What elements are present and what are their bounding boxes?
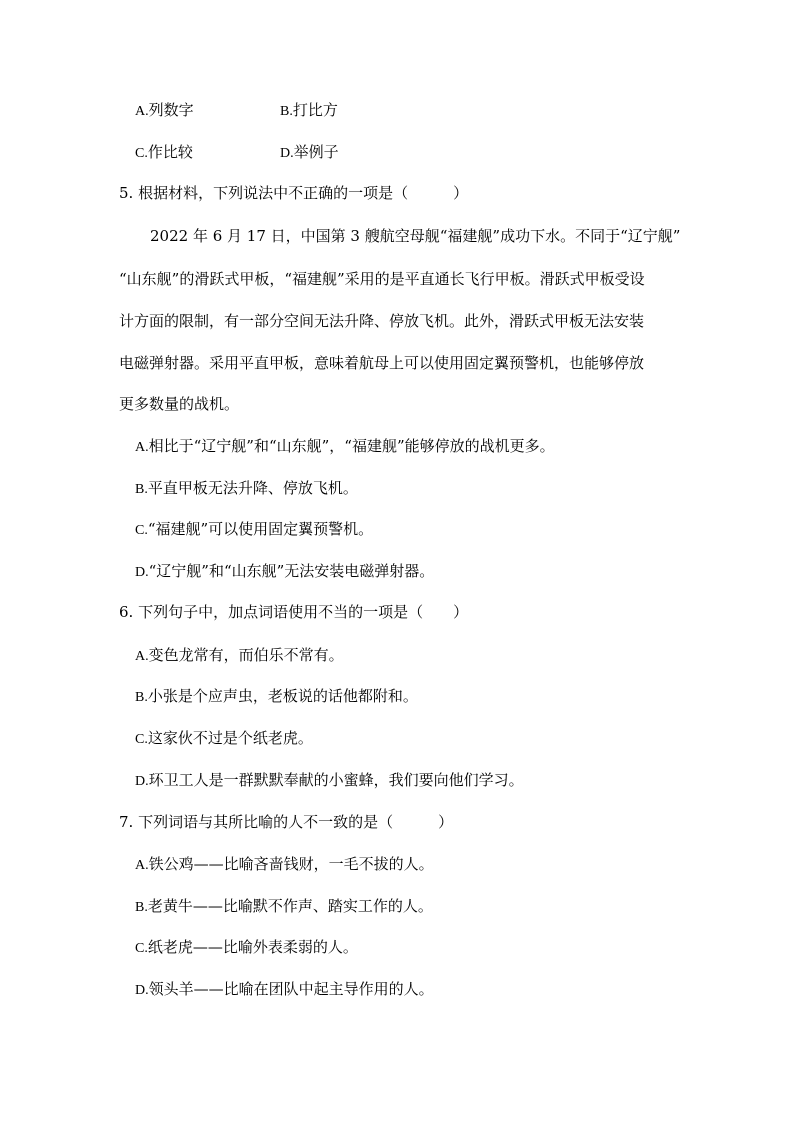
q5-passage-line: 计方面的限制，有一部分空间无法升降、停放飞机。此外，滑跃式甲板无法安装 — [119, 312, 645, 330]
q5-option-a — [135, 436, 555, 458]
option-letter: C. — [135, 941, 148, 956]
q6-option-b — [135, 686, 418, 708]
option-letter: A. — [135, 104, 149, 119]
option-text: 平直甲板无法升降、停放飞机。 — [147, 479, 358, 497]
q6-option-d — [135, 770, 524, 792]
option-letter: B. — [135, 690, 148, 705]
q5-option-c — [135, 519, 373, 541]
option-text: 环卫工人是一群默默奉献的小蜜蜂，我们要向他们学习。 — [148, 771, 524, 789]
q7-option-a — [135, 854, 434, 876]
q7-option-c — [135, 937, 358, 959]
option-letter: A. — [135, 649, 149, 664]
option-text: 举例子 — [293, 143, 339, 161]
q4-option-d — [280, 142, 339, 164]
option-text: 作比较 — [147, 143, 193, 161]
q5-passage-line: “山东舰”的滑跃式甲板，“福建舰”采用的是平直通长飞行甲板。滑跃式甲板受设 — [119, 270, 645, 288]
option-text: 老黄牛——比喻默不作声、踏实工作的人。 — [147, 897, 433, 915]
option-letter: C. — [135, 732, 148, 747]
q6-option-c — [135, 728, 313, 750]
option-letter: D. — [135, 774, 149, 789]
q6-stem: 6. 下列句子中，加点词语使用不当的一项是（ ） — [119, 603, 469, 621]
q5-option-d — [135, 561, 434, 583]
q4-option-a — [135, 100, 194, 122]
option-letter: B. — [135, 900, 148, 915]
q4-option-c — [135, 142, 193, 164]
option-letter: C. — [135, 146, 148, 161]
option-text: 打比方 — [292, 101, 338, 119]
option-text: 列数字 — [148, 101, 194, 119]
q5-passage-line: 更多数量的战机。 — [119, 395, 240, 413]
q5-option-b — [135, 478, 358, 500]
option-text: 铁公鸡——比喻吝啬钱财，一毛不拔的人。 — [148, 855, 434, 873]
option-letter: A. — [135, 440, 149, 455]
option-letter: A. — [135, 858, 149, 873]
option-text: 领头羊——比喻在团队中起主导作用的人。 — [148, 980, 434, 998]
q4-option-b — [280, 100, 338, 122]
option-text: 变色龙常有，而伯乐不常有。 — [148, 646, 344, 664]
option-text: 纸老虎——比喻外表柔弱的人。 — [147, 938, 358, 956]
option-letter: D. — [135, 565, 149, 580]
q5-passage-line: 2022 年 6 月 17 日，中国第 3 艘航空母舰“福建舰”成功下水。不同于“辽宁舰” — [150, 227, 681, 245]
option-text: “辽宁舰”和“山东舰”无法安装电磁弹射器。 — [148, 562, 435, 580]
option-text: 这家伙不过是个纸老虎。 — [147, 729, 313, 747]
option-text: 相比于“辽宁舰”和“山东舰”，“福建舰”能够停放的战机更多。 — [148, 437, 555, 455]
option-letter: D. — [280, 146, 294, 161]
option-letter: B. — [280, 104, 293, 119]
q7-option-d — [135, 979, 434, 1001]
option-letter: B. — [135, 482, 148, 497]
option-text: “福建舰”可以使用固定翼预警机。 — [147, 520, 374, 538]
option-text: 小张是个应声虫，老板说的话他都附和。 — [147, 687, 418, 705]
q5-stem: 5. 根据材料，下列说法中不正确的一项是（ ） — [119, 184, 469, 202]
q7-option-b — [135, 896, 433, 918]
q6-option-a — [135, 645, 344, 667]
q7-stem: 7. 下列词语与其所比喻的人不一致的是（ ） — [119, 813, 454, 831]
option-letter: C. — [135, 523, 148, 538]
option-letter: D. — [135, 983, 149, 998]
q5-passage-line: 电磁弹射器。采用平直甲板，意味着航母上可以使用固定翼预警机，也能够停放 — [119, 354, 645, 372]
